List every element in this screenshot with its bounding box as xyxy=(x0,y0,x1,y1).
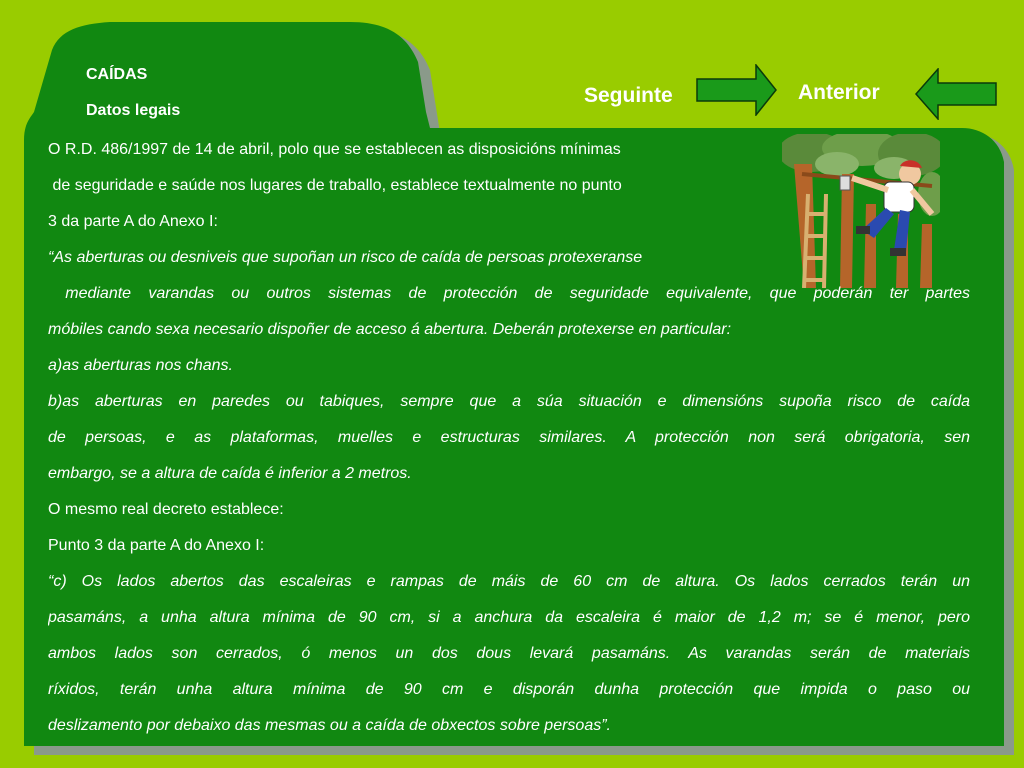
text-line: Punto 3 da parte A do Anexo I: xyxy=(48,537,265,554)
text-line: 3 da parte A do Anexo I: xyxy=(48,213,218,230)
prev-label[interactable]: Anterior xyxy=(798,81,880,104)
text-line: a)as aberturas nos chans. xyxy=(48,357,233,374)
text-line: de seguridade e saúde nos lugares de traballo, establece textualmente no punto xyxy=(48,177,622,194)
prev-arrow-icon[interactable] xyxy=(914,68,998,120)
text-line: “As aberturas ou desniveis que supoñan un risco de caída de persoas protexeranse xyxy=(48,249,643,266)
text-line: O mesmo real decreto establece: xyxy=(48,501,284,518)
next-label[interactable]: Seguinte xyxy=(584,84,673,107)
worker-falling-from-ladder-icon xyxy=(782,134,940,288)
text-line: móbiles cando sexa necesario dispoñer de acceso á abertura. Deberán protexerse en particular: xyxy=(48,321,732,338)
text-line: b)as aberturas en paredes ou tabiques, sempre que a súa situación e dimensións supoña risco de caída xyxy=(48,393,970,410)
text-line: ríxidos, terán unha altura mínima de 90 cm e disporán dunha protección que impida o paso ou xyxy=(48,681,970,698)
page-subtitle: Datos legais xyxy=(86,102,181,119)
page-title: CAÍDAS xyxy=(86,66,148,83)
text-line: “c) Os lados abertos das escaleiras e rampas de máis de 60 cm de altura. Os lados cerrados terán un xyxy=(48,573,970,590)
text-line: pasamáns, a unha altura mínima de 90 cm, si a anchura da escaleira é maior de 1,2 m; se é menor, pero xyxy=(48,609,970,626)
text-line: deslizamento por debaixo das mesmas ou a caída de obxectos sobre persoas”. xyxy=(48,717,611,734)
next-arrow-icon[interactable] xyxy=(696,64,778,116)
text-line: O R.D. 486/1997 de 14 de abril, polo que se establecen as disposicións mínimas xyxy=(48,141,621,158)
text-line: de persoas, e as plataformas, muelles e estructuras similares. A protección non será obrigatoria, sen xyxy=(48,429,970,446)
text-line: ambos lados son cerrados, ó menos un dos dous levará pasamáns. As varandas serán de materiais xyxy=(48,645,970,662)
text-line: mediante varandas ou outros sistemas de protección de seguridade equivalente, que poderán ter partes xyxy=(48,285,970,302)
text-line: embargo, se a altura de caída é inferior a 2 metros. xyxy=(48,465,412,482)
